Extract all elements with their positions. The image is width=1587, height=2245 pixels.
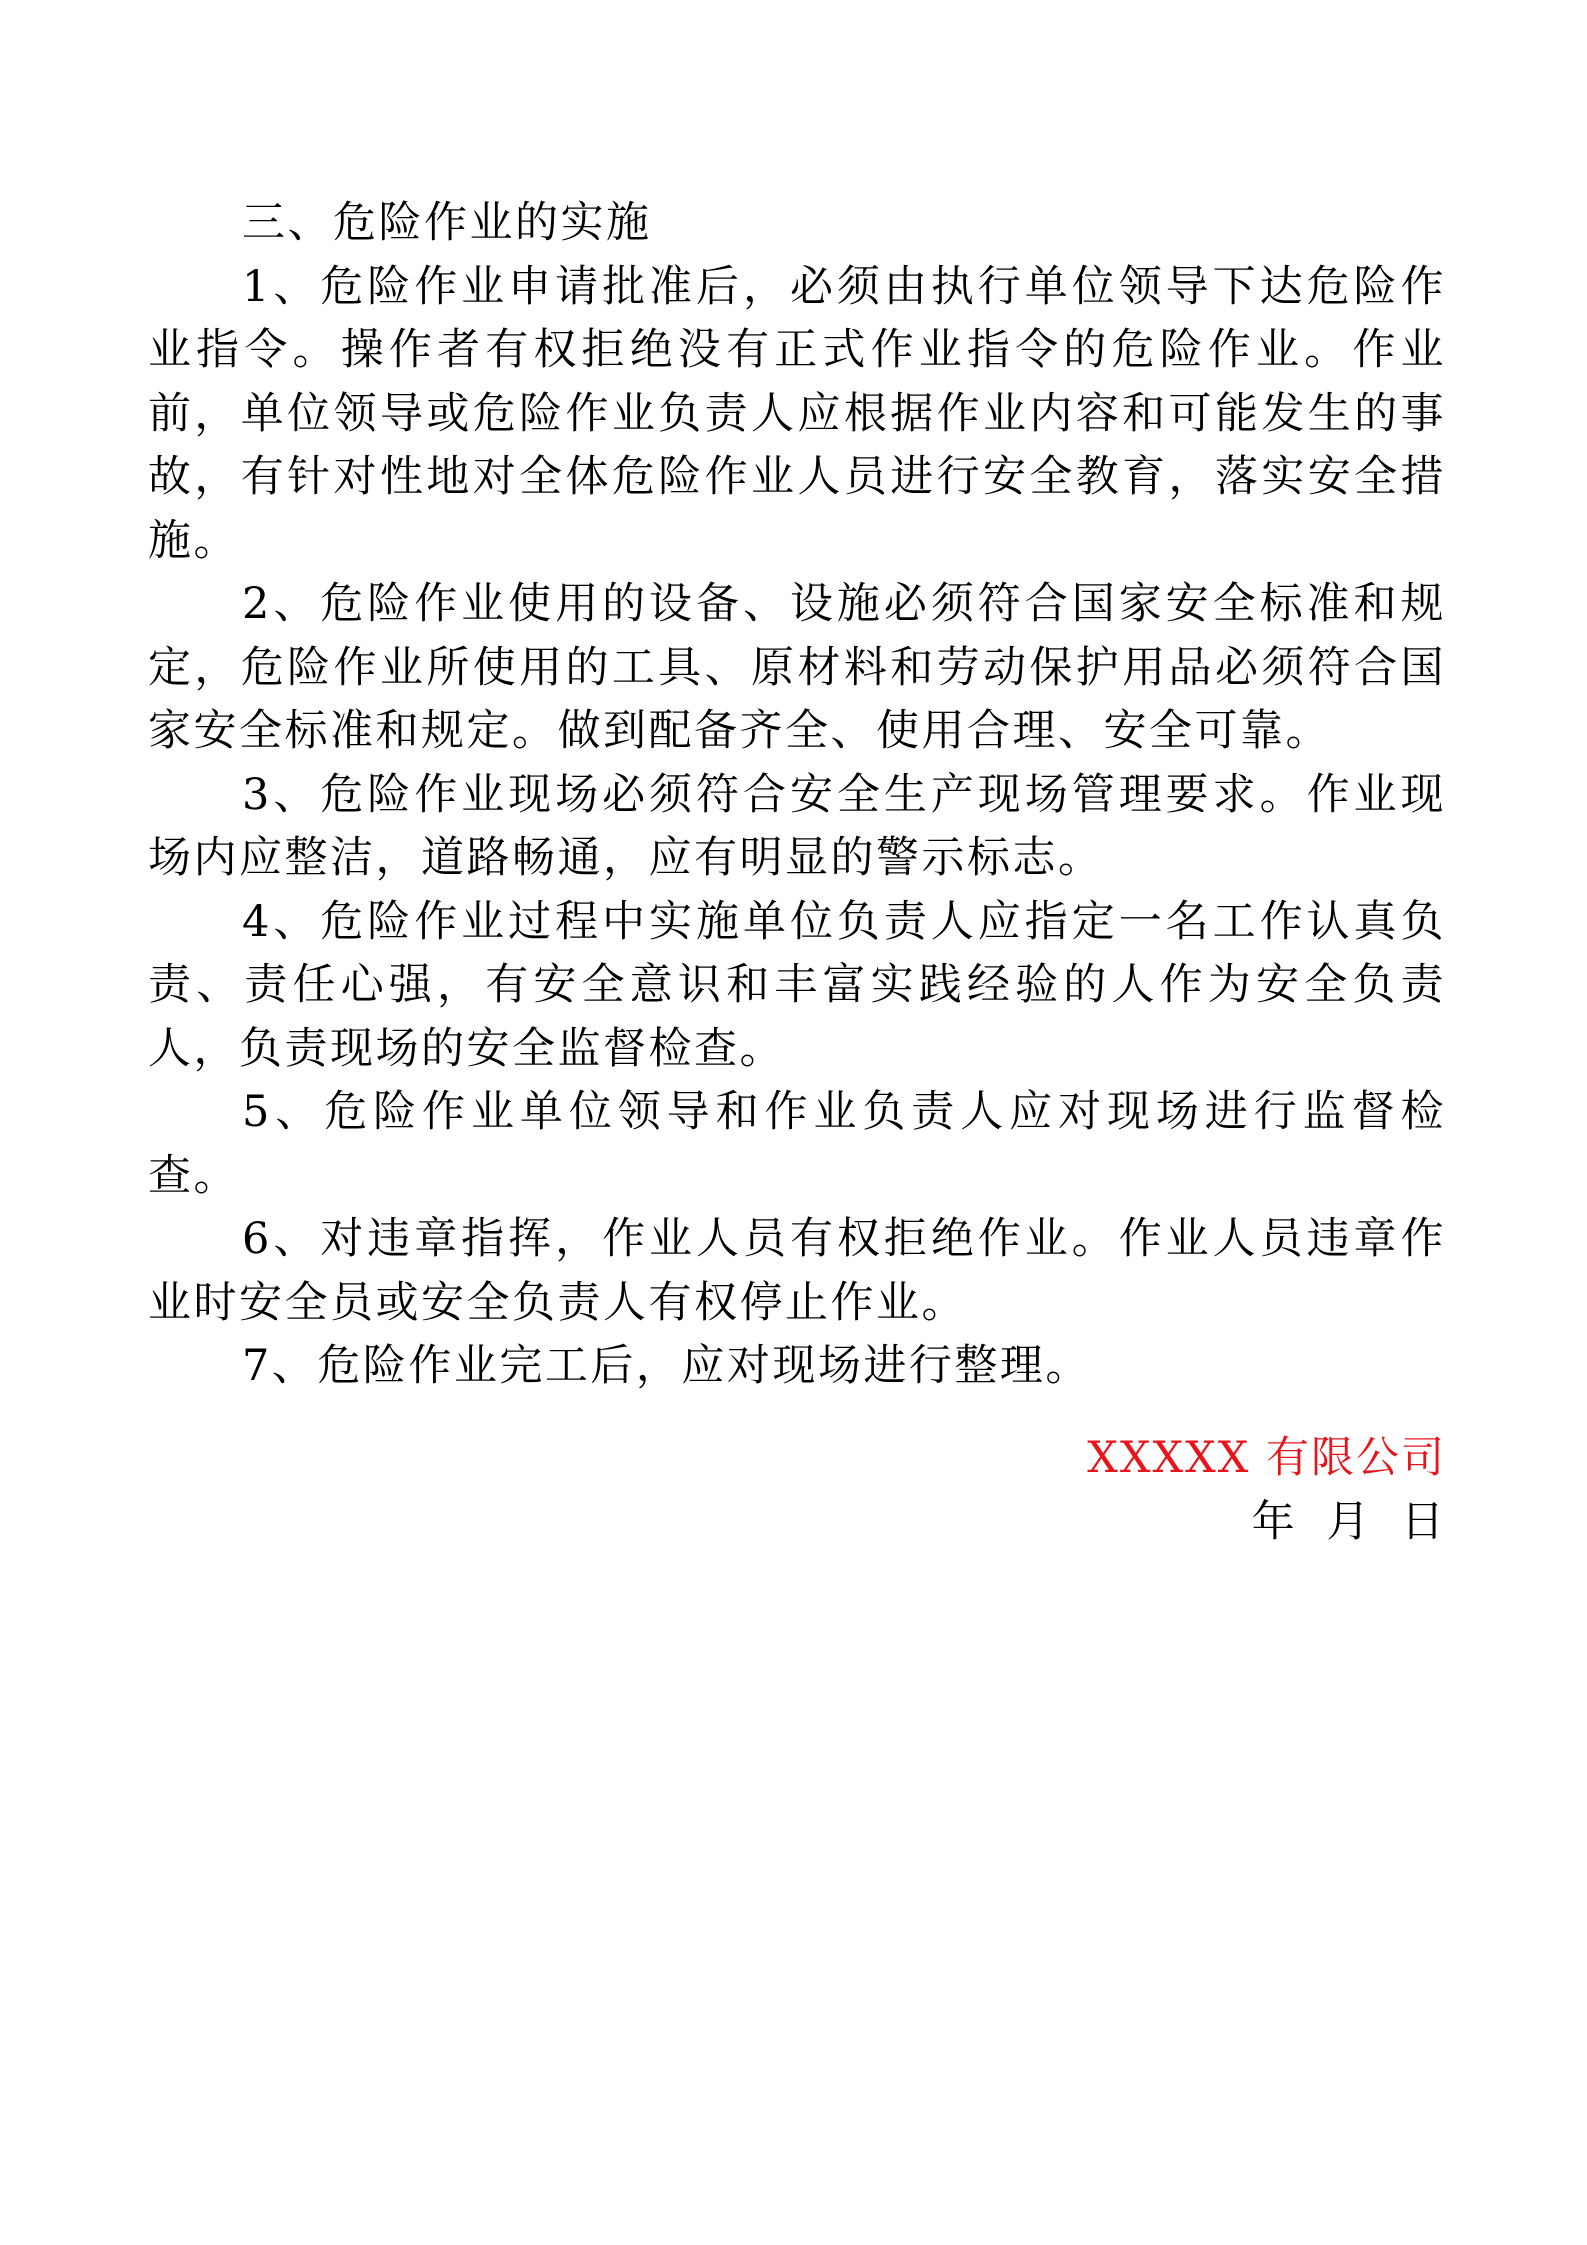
paragraph-5: 5、危险作业单位领导和作业负责人应对现场进行监督检查。 (148, 1087, 1446, 1201)
paragraph-3: 3、危险作业现场必须符合安全生产现场管理要求。作业现场内应整洁，道路畅通，应有明显的警示标志。 (148, 769, 1446, 883)
paragraph-6: 6、对违章指挥，作业人员有权拒绝作业。作业人员违章作业时安全员或安全负责人有权停止作业。 (148, 1214, 1446, 1328)
signature-block (1087, 1426, 1446, 1554)
company-name: XXXXX 有限公司 (1087, 1433, 1446, 1483)
paragraph-1: 1、危险作业申请批准后，必须由执行单位领导下达危险作业指令。操作者有权拒绝没有正式作业指令的危险作业。作业前，单位领导或危险作业负责人应根据作业内容和可能发生的事故，有针对性地对全体危险作业人员进行安全教育，落实安全措施。 (148, 261, 1446, 566)
section-heading: 三、危险作业的实施 (242, 198, 652, 248)
document-body (148, 192, 1446, 1399)
paragraph-7: 7、危险作业完工后，应对现场进行整理。 (242, 1341, 1091, 1391)
date-line: 年 月 日 (1251, 1497, 1446, 1547)
paragraph-2: 2、危险作业使用的设备、设施必须符合国家安全标准和规定，危险作业所使用的工具、原材料和劳动保护用品必须符合国家安全标准和规定。做到配备齐全、使用合理、安全可靠。 (148, 579, 1446, 756)
paragraph-4: 4、危险作业过程中实施单位负责人应指定一名工作认真负责、责任心强，有安全意识和丰富实践经验的人作为安全负责人，负责现场的安全监督检查。 (148, 896, 1446, 1074)
